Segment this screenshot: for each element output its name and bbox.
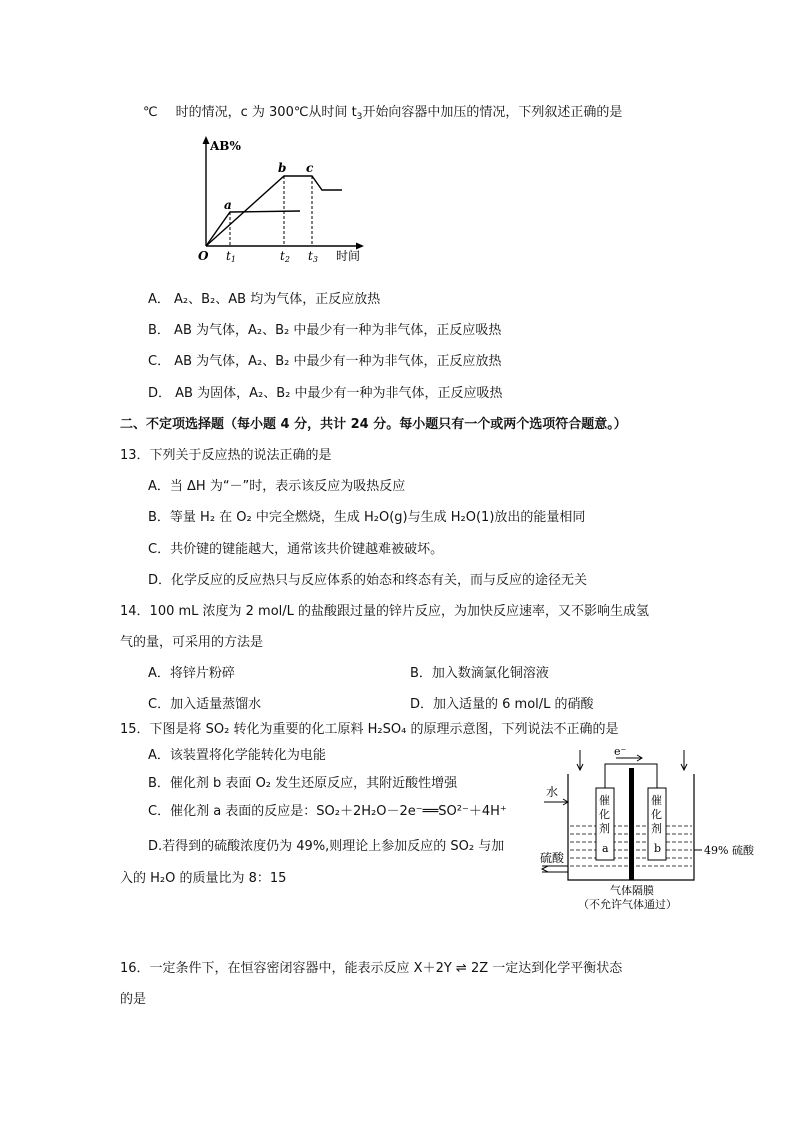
water-label: 水 [546, 785, 559, 799]
acid-concentration-label: 49% 硫酸 [704, 844, 754, 857]
point-a-label: a [224, 198, 232, 212]
catalyst-a-letter: a [602, 842, 609, 855]
t1-label: t1 [226, 249, 236, 264]
catalyst-b-letter: b [654, 842, 662, 855]
q12-intro [143, 104, 622, 126]
t3-label: t3 [308, 249, 318, 264]
y-axis-label: AB% [210, 139, 241, 153]
q14-option-c: C．加入适量蒸馏水 [148, 697, 262, 712]
q16-stem-line2: 的是 [120, 992, 147, 1007]
q15-option-d-line1: D.若得到的硫酸浓度仍为 49%,则理论上参加反应的 SO₂ 与加 [148, 839, 505, 854]
catalyst-a-label: 催化剂 [599, 794, 610, 835]
t2-label: t2 [280, 249, 290, 264]
point-c-label: c [306, 161, 314, 175]
q13-option-c: C．共价键的键能越大，通常该共价键越难被破坏。 [148, 542, 444, 557]
q12-intro-end: 开始向容器中加压的情况，下列叙述正确的是 [362, 105, 623, 120]
acid-outlet-label: 硫酸 [540, 851, 565, 865]
membrane-note: （不允许气体通过） [578, 898, 677, 911]
q12-option-c: C． AB 为气体，A₂、B₂ 中最少有一种为非气体，正反应放热 [148, 354, 502, 369]
q15-option-b: B．催化剂 b 表面 O₂ 发生还原反应，其附近酸性增强 [148, 776, 458, 791]
curve-a [206, 211, 300, 246]
catalyst-b-label: 催化剂 [651, 794, 662, 835]
q13-stem: 13．下列关于反应热的说法正确的是 [120, 448, 332, 463]
q15-option-c: C．催化剂 a 表面的反应是：SO₂＋2H₂O－2e⁻══SO²⁻＋4H⁺ [148, 804, 507, 819]
q14-option-d: D．加入适量的 6 mol/L 的硝酸 [410, 697, 594, 712]
q13-option-a: A．当 ΔH 为“－”时，表示该反应为吸热反应 [148, 479, 406, 494]
q12-option-b: B． AB 为气体，A₂、B₂ 中最少有一种为非气体，正反应吸热 [148, 323, 502, 338]
q16-stem-line1: 16．一定条件下，在恒容密闭容器中，能表示反应 X＋2Y ⇌ 2Z 一定达到化学平衡状态 [120, 961, 623, 976]
q14-stem-line2: 气的量，可采用的方法是 [120, 635, 264, 650]
so2-fuel-cell-diagram [538, 746, 774, 914]
origin-label: O [198, 249, 209, 263]
q15-option-d-line2: 入的 H₂O 的质量比为 8：15 [120, 871, 287, 886]
q12-intro-mid: 时的情况，c 为 300℃从时间 t [175, 105, 357, 120]
ab-percent-time-graph [190, 136, 380, 266]
q14-option-a: A．将锌片粉碎 [148, 666, 235, 681]
gas-membrane [629, 768, 634, 880]
q15-option-a: A．该装置将化学能转化为电能 [148, 748, 326, 763]
electron-label: e⁻ [614, 746, 627, 758]
point-b-label: b [278, 161, 287, 175]
q15-stem: 15．下图是将 SO₂ 转化为重要的化工原料 H₂SO₄ 的原理示意图，下列说法不正确的是 [120, 722, 619, 737]
membrane-label: 气体隔膜 [610, 884, 654, 897]
section-heading: 二、不定项选择题（每小题 4 分，共计 24 分。每小题只有一个或两个选项符合题意。） [120, 417, 627, 432]
q12-intro-unit: ℃ [143, 105, 158, 120]
q14-stem-line1: 14．100 mL 浓度为 2 mol/L 的盐酸跟过量的锌片反应，为加快反应速率，又不影响生成氢 [120, 604, 650, 619]
q13-option-b: B．等量 H₂ 在 O₂ 中完全燃烧，生成 H₂O(g)与生成 H₂O(1)放出的能量相同 [148, 510, 586, 525]
q12-intro-sub: 3 [356, 112, 363, 122]
q12-option-a: A． A₂、B₂、AB 均为气体，正反应放热 [148, 292, 381, 307]
q13-option-d: D．化学反应的反应热只与反应体系的始态和终态有关，而与反应的途径无关 [148, 573, 588, 588]
y-axis-arrow [203, 136, 210, 144]
x-axis-label: 时间 [336, 249, 361, 263]
q12-option-d: D． AB 为固体，A₂、B₂ 中最少有一种为非气体，正反应吸热 [148, 386, 503, 401]
q14-option-b: B．加入数滴氯化铜溶液 [410, 666, 549, 681]
